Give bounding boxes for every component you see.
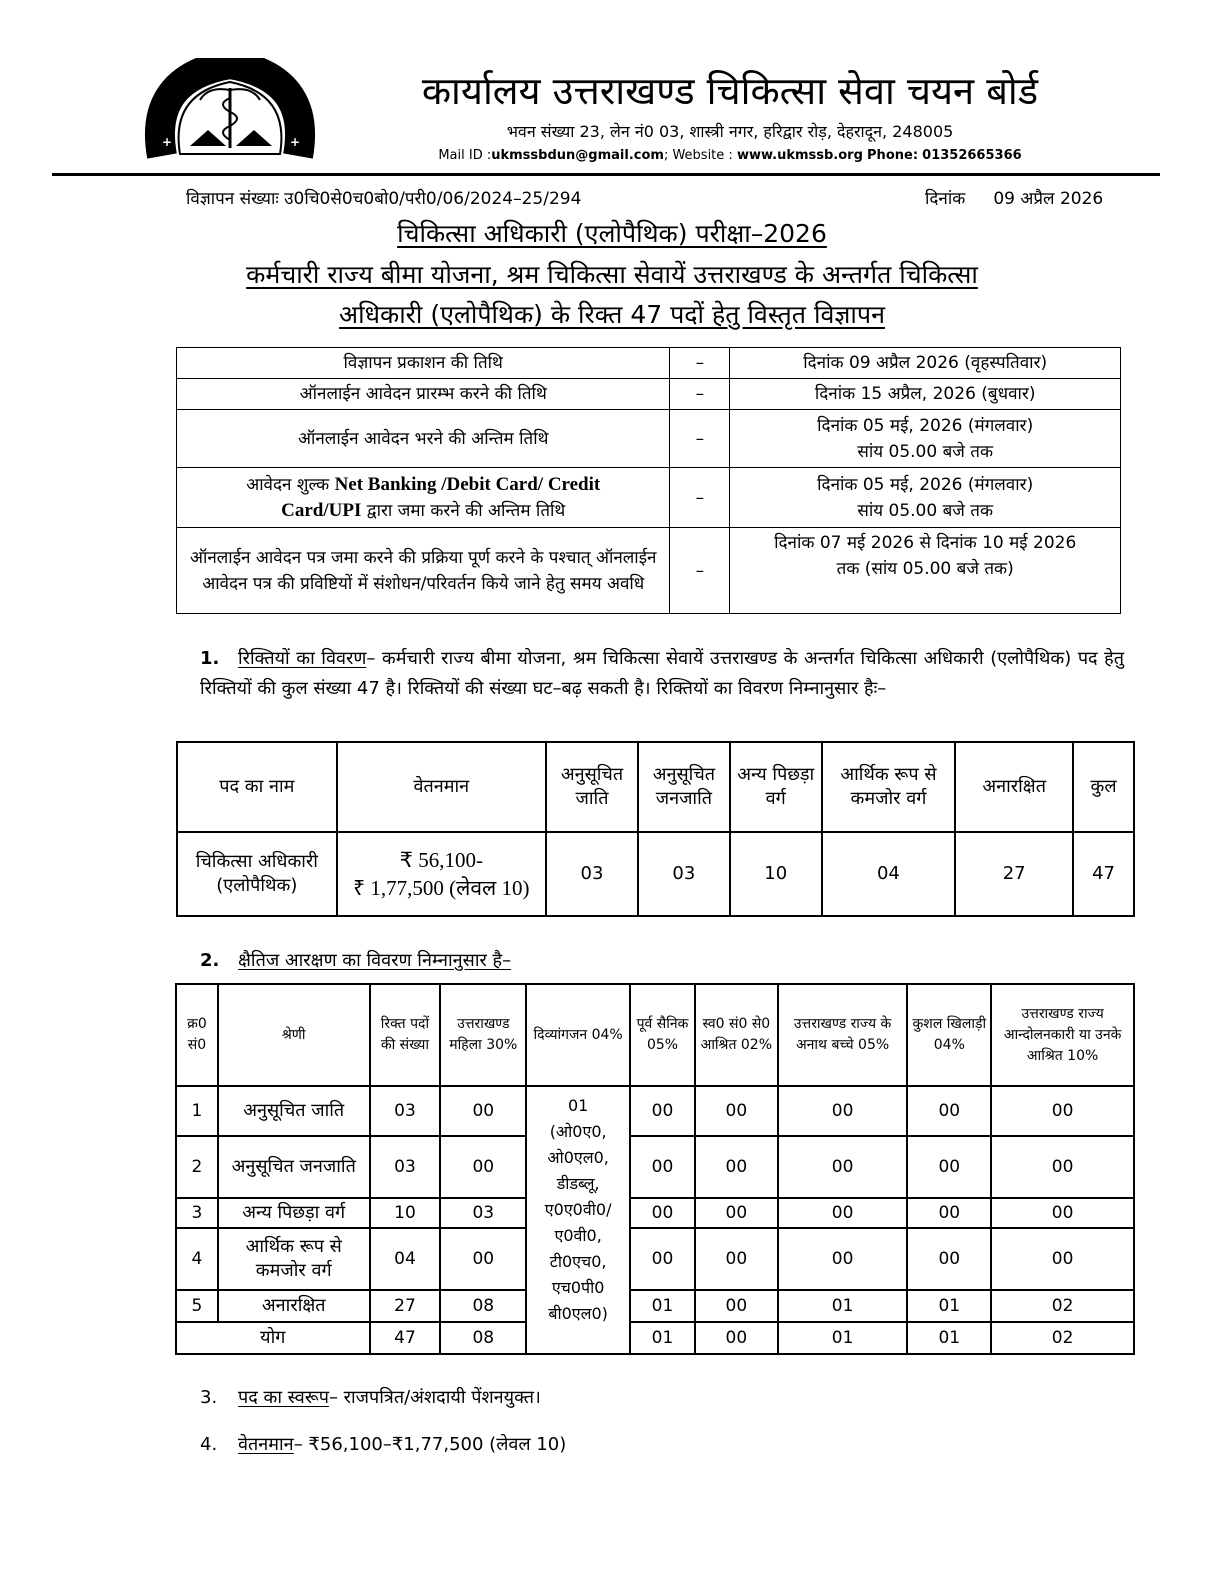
- col-sports: कुशल खिलाड़ी 04%: [907, 984, 991, 1086]
- table-row: [177, 468, 1121, 528]
- office-contact: [340, 148, 1120, 163]
- col-sc: अनुसूचित जाति: [546, 742, 638, 832]
- table-header-row: [177, 742, 1134, 832]
- ews-count: 04: [822, 832, 956, 916]
- dash-cell: –: [670, 348, 730, 379]
- pay-scale: ₹ 56,100- ₹ 1,77,500 (लेवल 10): [337, 832, 546, 916]
- mail-label: Mail ID :: [438, 148, 492, 163]
- table-row: [177, 410, 1121, 468]
- st-count: 03: [638, 832, 730, 916]
- table-row: [177, 379, 1121, 410]
- advert-heading-line-1: कर्मचारी राज्य बीमा योजना, श्रम चिकित्सा सेवायें उत्तराखण्ड के अन्तर्गत चिकित्सा: [246, 260, 978, 289]
- col-sn: क्र0 सं0: [176, 984, 218, 1086]
- horizontal-reservation-heading: 2. क्षैतिज आरक्षण का विवरण निम्नानुसार है–: [200, 950, 512, 971]
- header-divider: [52, 173, 1160, 176]
- table-row: 4 आर्थिक रूप से कमजोर वर्ग 04 00 00 00 00 00 00: [176, 1228, 1134, 1290]
- col-vacancies: रिक्त पदों की संख्या: [370, 984, 441, 1086]
- total-count: 47: [1073, 832, 1134, 916]
- website-label: ; Website :: [663, 148, 733, 163]
- dash-cell: –: [670, 528, 730, 614]
- office-title: कार्यालय उत्तराखण्ड चिकित्सा सेवा चयन बोर्ड: [421, 69, 1039, 113]
- svg-text:+: +: [290, 135, 301, 149]
- table-header-row: [176, 984, 1134, 1086]
- col-freedom-fighter: स्व0 सं0 से0 आश्रित 02%: [695, 984, 778, 1086]
- col-st: अनुसूचित जनजाति: [638, 742, 730, 832]
- exam-heading: चिकित्सा अधिकारी (एलोपैथिक) परीक्षा–2026: [397, 219, 827, 248]
- office-address: भवन संख्या 23, लेन नं0 03, शास्त्री नगर, हरिद्वार रोड़, देहरादून, 248005: [506, 122, 954, 141]
- date-label-cell: आवेदन शुल्क Net Banking /Debit Card/ Credit Card/UPI द्वारा जमा करने की अन्तिम तिथि: [177, 468, 670, 528]
- website-link[interactable]: www.ukmssb.org: [736, 148, 863, 163]
- table-row: 3 अन्य पिछड़ा वर्ग 10 03 00 00 00 00 00: [176, 1198, 1134, 1228]
- col-pay: वेतनमान: [337, 742, 546, 832]
- date-value-cell: दिनांक 05 मई, 2026 (मंगलवार) सांय 05.00 बजे तक: [730, 410, 1121, 468]
- pay-scale-section: 4. वेतनमान– ₹56,100–₹1,77,500 (लेवल 10): [200, 1434, 567, 1455]
- ur-count: 27: [955, 832, 1073, 916]
- col-orphan: उत्तराखण्ड राज्य के अनाथ बच्चे 05%: [778, 984, 908, 1086]
- svg-text:+: +: [162, 135, 173, 149]
- section-title: क्षैतिज आरक्षण का विवरण निम्नानुसार है–: [238, 950, 512, 971]
- table-row: 2 अनुसूचित जनजाति 03 00 00 00 00 00 00: [176, 1136, 1134, 1198]
- date-label-cell: ऑनलाईन आवेदन पत्र जमा करने की प्रक्रिया पूर्ण करने के पश्चात् ऑनलाईन आवेदन पत्र की प्रविष्टियों में संशोधन/परिवर्तन किये जाने हेतु समय अवधि: [177, 528, 670, 614]
- col-total: कुल: [1073, 742, 1134, 832]
- phone-number: 01352665366: [922, 148, 1022, 163]
- col-ex-servicemen: पूर्व सैनिक 05%: [630, 984, 695, 1086]
- table-row: [177, 832, 1134, 916]
- col-post: पद का नाम: [177, 742, 337, 832]
- obc-count: 10: [730, 832, 822, 916]
- phone-label: Phone:: [867, 148, 919, 163]
- col-divyang: दिव्यांगजन 04%: [526, 984, 630, 1086]
- section-title: पद का स्वरूप: [238, 1387, 329, 1408]
- board-logo: [140, 58, 320, 166]
- date-label-cell: ऑनलाईन आवेदन प्रारम्भ करने की तिथि: [177, 379, 670, 410]
- vacancy-table: [176, 741, 1135, 917]
- sc-count: 03: [546, 832, 638, 916]
- col-agitator: उत्तराखण्ड राज्य आन्दोलनकारी या उनके आश्रित 10%: [991, 984, 1134, 1086]
- date-label: दिनांक: [925, 189, 966, 209]
- divyang-cell: 01 (ओ0ए0, ओ0एल0, डीडब्लू, ए0ए0वी0/ ए0वी0, टी0एच0, एच0पी0 बी0एल0): [526, 1086, 630, 1354]
- important-dates-table: [176, 347, 1121, 614]
- col-obc: अन्य पिछड़ा वर्ग: [730, 742, 822, 832]
- table-row: 5 अनारक्षित 27 08 01 00 01 01 02: [176, 1290, 1134, 1322]
- post-name: चिकित्सा अधिकारी (एलोपैथिक): [177, 832, 337, 916]
- date-value-cell: दिनांक 05 मई, 2026 (मंगलवार) सांय 05.00 बजे तक: [730, 468, 1121, 528]
- col-category: श्रेणी: [218, 984, 370, 1086]
- date-label-cell: विज्ञापन प्रकाशन की तिथि: [177, 348, 670, 379]
- col-ur: अनारक्षित: [955, 742, 1073, 832]
- advert-heading-line-2: अधिकारी (एलोपैथिक) के रिक्त 47 पदों हेतु विस्तृत विज्ञापन: [339, 300, 885, 329]
- mail-link[interactable]: ukmssbdun@gmail.com: [491, 148, 664, 163]
- horizontal-reservation-table: [175, 983, 1135, 1355]
- date-label-cell: ऑनलाईन आवेदन भरने की अन्तिम तिथि: [177, 410, 670, 468]
- table-total-row: योग 47 08 01 00 01 01 02: [176, 1322, 1134, 1354]
- col-ews: आर्थिक रूप से कमजोर वर्ग: [822, 742, 956, 832]
- date-value-cell: दिनांक 07 मई 2026 से दिनांक 10 मई 2026 तक (सांय 05.00 बजे तक): [730, 528, 1121, 614]
- date-value: 09 अप्रैल 2026: [993, 189, 1104, 209]
- section-title: रिक्तियों का विवरण: [238, 648, 367, 669]
- dash-cell: –: [670, 410, 730, 468]
- table-row: 1 अनुसूचित जाति 03 00 01 (ओ0ए0, ओ0एल0, डीडब्लू, ए0ए0वी0/ ए0वी0, टी0एच0, एच0पी0 बी0एल0) 00 00 00 00 00: [176, 1086, 1134, 1136]
- date-value-cell: दिनांक 09 अप्रैल 2026 (वृहस्पतिवार): [730, 348, 1121, 379]
- post-nature: 3. पद का स्वरूप– राजपत्रित/अंशदायी पेंशनयुक्त।: [200, 1387, 541, 1408]
- col-women: उत्तराखण्ड महिला 30%: [440, 984, 526, 1086]
- table-row: [177, 348, 1121, 379]
- dash-cell: –: [670, 379, 730, 410]
- advertisement-number: विज्ञापन संख्याः उ0चि0से0च0बो0/परी0/06/2024–25/294: [186, 189, 582, 209]
- advertisement-date: [925, 186, 1103, 209]
- date-value-cell: दिनांक 15 अप्रैल, 2026 (बुधवार): [730, 379, 1121, 410]
- dash-cell: –: [670, 468, 730, 528]
- table-row: [177, 528, 1121, 614]
- section-title: वेतनमान: [238, 1434, 294, 1455]
- vacancy-description: 1. रिक्तियों का विवरण– कर्मचारी राज्य बीमा योजना, श्रम चिकित्सा सेवायें उत्तराखण्ड के अन्तर्गत चिकित्सा अधिकारी (एलोपैथिक) पद हेतु रिक्तियों की कुल संख्या 47 है। रिक्तियों की संख्या घट–बढ़ सकती है। रिक्तियों का विवरण निम्नानुसार हैः–: [200, 648, 1124, 699]
